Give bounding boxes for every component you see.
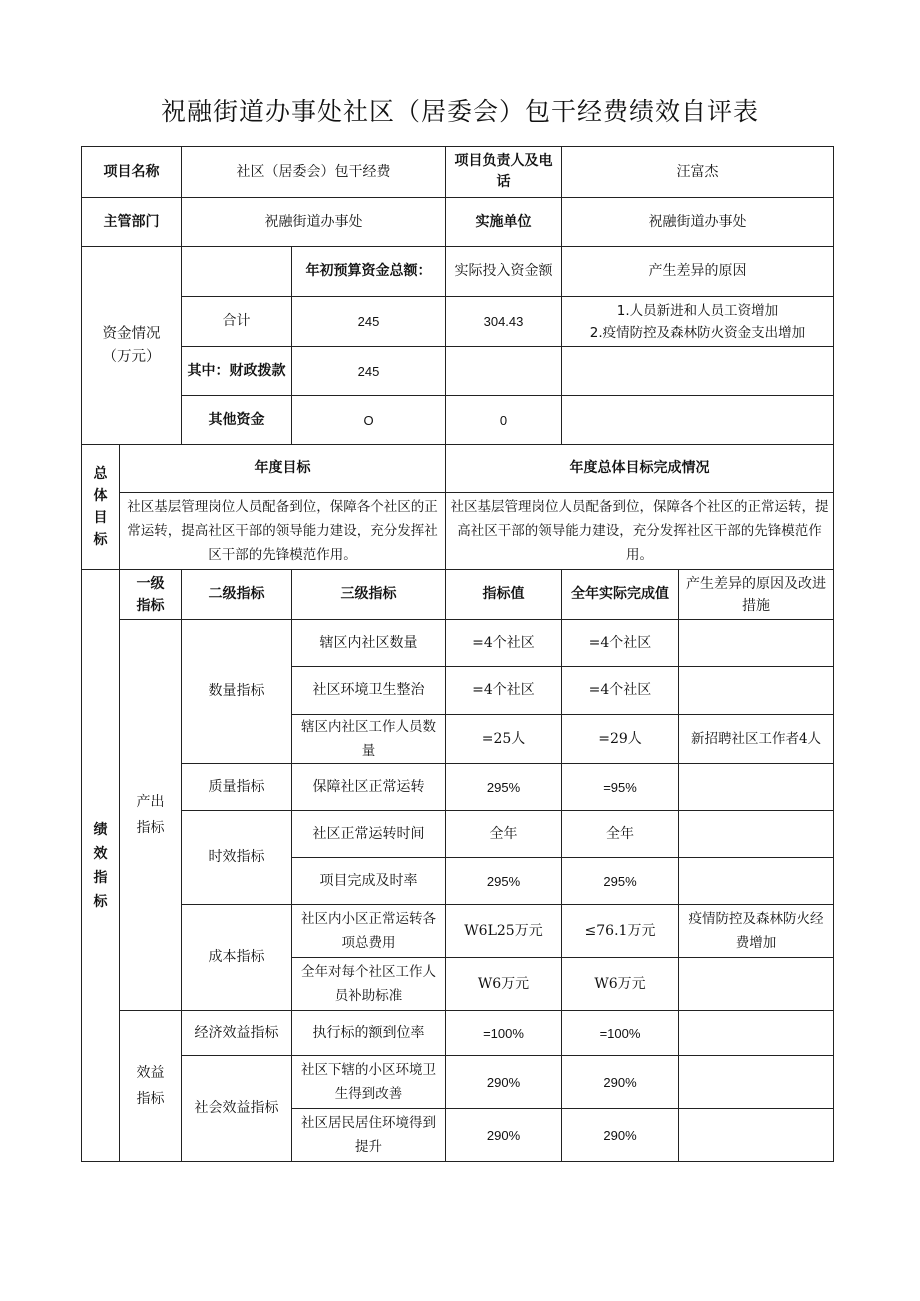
funds-row-reason [562, 347, 834, 396]
perf-target: 290% [446, 1056, 562, 1109]
funds-row-actual: 304.43 [446, 297, 562, 347]
goals-annual-text: 社区基层管理岗位人员配备到位，保障各个社区的正常运转，提高社区干部的领导能力建设，充分发挥社区干部的先锋模范作用。 [120, 493, 446, 570]
perf-target: 290% [446, 1109, 562, 1162]
perf-actual: =95% [562, 764, 679, 811]
benefit-label: 效益指标 [120, 1011, 182, 1162]
dept-label: 主管部门 [82, 198, 182, 247]
perf-actual: ≤76.1万元 [562, 905, 679, 958]
perf-reason [679, 667, 834, 715]
evaluation-table [81, 146, 834, 1162]
goals-section-label: 总体目标 [82, 445, 120, 570]
funds-row-actual: 0 [446, 396, 562, 445]
social-label: 社会效益指标 [182, 1056, 292, 1162]
perf-reason [679, 858, 834, 905]
perf-l3: 执行标的额到位率 [292, 1011, 446, 1056]
perf-l3: 社区内小区正常运转各项总费用 [292, 905, 446, 958]
goals-col-annual: 年度目标 [120, 445, 446, 493]
perf-target: W6L25万元 [446, 905, 562, 958]
leader-label: 项目负责人及电话 [446, 147, 562, 198]
funds-row-actual [446, 347, 562, 396]
funds-col-budget: 年初预算资金总额： [292, 247, 446, 297]
funds-row-label: 其中：财政拨款 [182, 347, 292, 396]
perf-actual: 全年 [562, 811, 679, 858]
perf-l3: 社区环境卫生整治 [292, 667, 446, 715]
funds-row-label: 合计 [182, 297, 292, 347]
perf-l3: 社区居民居住环境得到提升 [292, 1109, 446, 1162]
perf-reason [679, 1011, 834, 1056]
perf-l3: 保障社区正常运转 [292, 764, 446, 811]
perf-l3: 辖区内社区数量 [292, 620, 446, 667]
perf-actual: =29人 [562, 715, 679, 764]
funds-col-reason: 产生差异的原因 [562, 247, 834, 297]
quality-label: 质量指标 [182, 764, 292, 811]
funds-row-budget: O [292, 396, 446, 445]
funds-reason-line-2: 2.疫情防控及森林防火资金支出增加 [589, 324, 806, 341]
impl-label: 实施单位 [446, 198, 562, 247]
perf-target: =25人 [446, 715, 562, 764]
perf-reason [679, 620, 834, 667]
perf-h-actual: 全年实际完成值 [562, 570, 679, 620]
perf-actual: 290% [562, 1109, 679, 1162]
project-name-label: 项目名称 [82, 147, 182, 198]
dept-value: 祝融街道办事处 [182, 198, 446, 247]
perf-reason [679, 1056, 834, 1109]
perf-actual: 290% [562, 1056, 679, 1109]
econ-label: 经济效益指标 [182, 1011, 292, 1056]
quantity-label: 数量指标 [182, 620, 292, 764]
funds-section-label: 资金情况（万元） [82, 247, 182, 445]
funds-row-reason [562, 396, 834, 445]
project-name-value: 社区（居委会）包干经费 [182, 147, 446, 198]
perf-h-level2: 二级指标 [182, 570, 292, 620]
perf-h-reason: 产生差异的原因及改进措施 [679, 570, 834, 620]
perf-l3: 社区正常运转时间 [292, 811, 446, 858]
timeliness-label: 时效指标 [182, 811, 292, 905]
perf-actual: W6万元 [562, 958, 679, 1011]
perf-reason [679, 958, 834, 1011]
perf-section-label: 绩效指标 [82, 570, 120, 1162]
perf-target: 全年 [446, 811, 562, 858]
perf-target: 295% [446, 858, 562, 905]
perf-reason [679, 1109, 834, 1162]
goals-col-completion: 年度总体目标完成情况 [446, 445, 834, 493]
perf-actual: 295% [562, 858, 679, 905]
perf-reason [679, 764, 834, 811]
perf-l3: 项目完成及时率 [292, 858, 446, 905]
perf-actual: =4个社区 [562, 620, 679, 667]
impl-value: 祝融街道办事处 [562, 198, 834, 247]
goals-completion-text: 社区基层管理岗位人员配备到位，保障各个社区的正常运转，提高社区干部的领导能力建设，充分发挥社区干部的先锋模范作用。 [446, 493, 834, 570]
leader-value: 汪富杰 [562, 147, 834, 198]
page-title: 祝融街道办事处社区（居委会）包干经费绩效自评表 [160, 97, 759, 126]
funds-row-reason [562, 297, 834, 347]
cost-label: 成本指标 [182, 905, 292, 1011]
funds-blank-header [182, 247, 292, 297]
perf-actual: =4个社区 [562, 667, 679, 715]
perf-reason: 疫情防控及森林防火经费增加 [679, 905, 834, 958]
funds-row-label: 其他资金 [182, 396, 292, 445]
perf-target: =100% [446, 1011, 562, 1056]
perf-h-level3: 三级指标 [292, 570, 446, 620]
perf-target: =4个社区 [446, 620, 562, 667]
perf-reason [679, 811, 834, 858]
output-label: 产出指标 [120, 620, 182, 1011]
perf-actual: =100% [562, 1011, 679, 1056]
perf-l3: 全年对每个社区工作人员补助标准 [292, 958, 446, 1011]
perf-h-level1: 一级指标 [120, 570, 182, 620]
funds-col-actual: 实际投入资金额 [446, 247, 562, 297]
perf-target: 295% [446, 764, 562, 811]
perf-l3: 社区下辖的小区环境卫生得到改善 [292, 1056, 446, 1109]
perf-target: =4个社区 [446, 667, 562, 715]
perf-l3: 辖区内社区工作人员数量 [292, 715, 446, 764]
funds-row-budget: 245 [292, 297, 446, 347]
perf-h-target: 指标值 [446, 570, 562, 620]
perf-reason: 新招聘社区工作者4人 [679, 715, 834, 764]
perf-target: W6万元 [446, 958, 562, 1011]
funds-row-budget: 245 [292, 347, 446, 396]
funds-reason-line-1: 1.人员新进和人员工资增加 [616, 302, 779, 319]
